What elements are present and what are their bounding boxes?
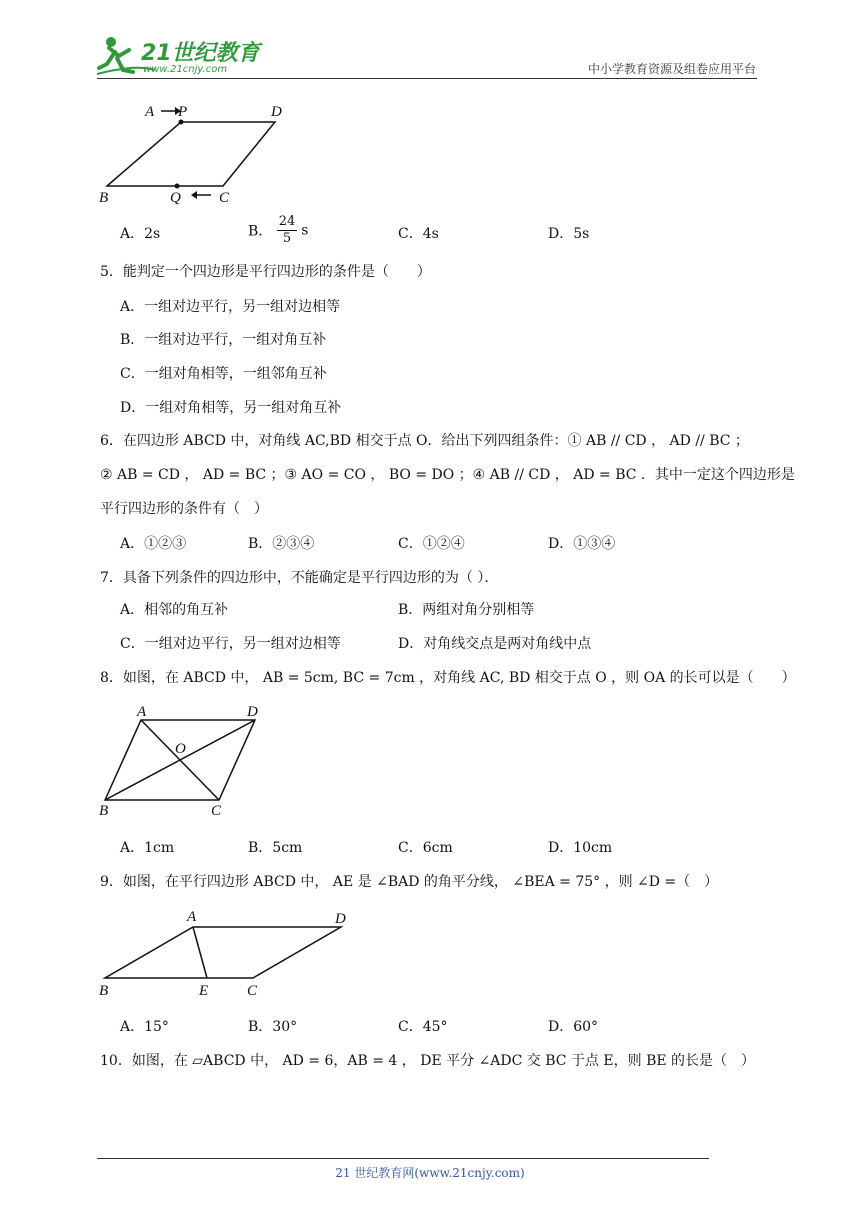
q4-label-C: C — [219, 190, 230, 205]
q9-label-C: C — [247, 983, 258, 999]
q5-option-c: C．一组对角相等，一组邻角互补 — [120, 366, 327, 382]
q9-label-B: B — [99, 983, 109, 999]
q6-option-c: C．①②④ — [398, 536, 465, 552]
q4-option-b: B． $\frac{24}{5}$ s — [248, 214, 309, 246]
q8-label-D: D — [247, 704, 258, 720]
q6-option-d: D．①③④ — [548, 536, 616, 552]
footer-rule — [97, 1158, 709, 1159]
q5-option-a: A．一组对边平行，另一组对边相等 — [120, 299, 341, 315]
q4-figure — [95, 100, 295, 205]
q7-option-c: C．一组对边平行，另一组对边相等 — [120, 636, 341, 652]
q7-option-b: B．两组对角分别相等 — [398, 602, 535, 618]
q8-option-d: D．10cm — [548, 840, 613, 856]
q6-line-1: 6．在四边形 ABCD 中，对角线 AC,BD 相交于点 O．给出下列四组条件：① AB // CD ， AD // BC ； — [100, 433, 749, 449]
header-logo — [95, 34, 265, 78]
q4-label-D: D — [271, 104, 282, 120]
q5-option-d: D．一组对角相等，另一组对角互补 — [120, 400, 342, 416]
q8-label-A: A — [137, 704, 147, 720]
q6-option-a: A．①②③ — [120, 536, 187, 552]
fraction: $\frac{24}{5}$ — [278, 214, 296, 246]
q10-stem: 10．如图，在 ▱ABCD 中， AD = 6，AB = 4 ， DE 平分 ∠ADC 交 BC 于点 E，则 BE 的长是（ ） — [100, 1053, 756, 1069]
q8-stem: 8．如图，在 ABCD 中， AB = 5cm, BC = 7cm ，对角线 AC, BD 相交于点 O ，则 OA 的长可以是（ ） — [100, 670, 796, 686]
q8-label-O: O — [175, 741, 186, 757]
q6-line-2: ② AB = CD ， AD = BC ；③ AO = CO ， BO = DO ；④ AB // CD ， AD = BC ．其中一定这个四边形是 — [100, 467, 795, 483]
q9-label-D: D — [335, 911, 346, 927]
q9-option-c: C．45° — [398, 1019, 448, 1035]
q9-label-E: E — [199, 983, 209, 999]
q4-option-a: A．2s — [120, 226, 161, 242]
q4-label-B: B — [99, 190, 109, 205]
q4-label-P: P — [178, 104, 188, 120]
q8-label-B: B — [99, 803, 109, 819]
q6-option-b: B．②③④ — [248, 536, 315, 552]
q9-option-a: A．15° — [120, 1019, 169, 1035]
q4-option-d: D．5s — [548, 226, 590, 242]
q7-option-a: A．相邻的角互补 — [120, 602, 229, 618]
q4-label-Q: Q — [170, 190, 181, 205]
header-platform-text: 中小学教育资源及组卷应用平台 — [587, 62, 756, 76]
q8-figure — [95, 700, 275, 820]
q4-label-A: A — [145, 104, 155, 120]
q8-option-c: C．6cm — [398, 840, 453, 856]
q9-stem: 9．如图，在平行四边形 ABCD 中， AE 是 ∠BAD 的角平分线， ∠BEA = 75° ，则 ∠D =（ ） — [100, 874, 719, 890]
q5-option-b: B．一组对边平行，一组对角互补 — [120, 332, 327, 348]
q4-option-c: C．4s — [398, 226, 439, 242]
footer-text[interactable]: 21 世纪教育网(www.21cnjy.com) — [335, 1166, 525, 1180]
q8-option-b: B．5cm — [248, 840, 303, 856]
logo-url: www.21cnjy.com — [143, 64, 228, 75]
q9-option-d: D．60° — [548, 1019, 599, 1035]
q8-label-C: C — [211, 803, 222, 819]
q6-line-3: 平行四边形的条件有（ ） — [100, 501, 268, 517]
q7-stem: 7．具备下列条件的四边形中，不能确定是平行四边形的为（ ）． — [100, 570, 499, 586]
q8-option-a: A．1cm — [120, 840, 175, 856]
q9-option-b: B．30° — [248, 1019, 298, 1035]
q7-option-d: D．对角线交点是两对角线中点 — [398, 636, 592, 652]
q9-figure — [95, 905, 355, 1000]
q9-label-A: A — [187, 909, 197, 925]
q5-stem: 5．能判定一个四边形是平行四边形的条件是（ ） — [100, 264, 431, 280]
header-rule — [97, 78, 757, 79]
logo-text: 21世纪教育 — [141, 41, 260, 66]
